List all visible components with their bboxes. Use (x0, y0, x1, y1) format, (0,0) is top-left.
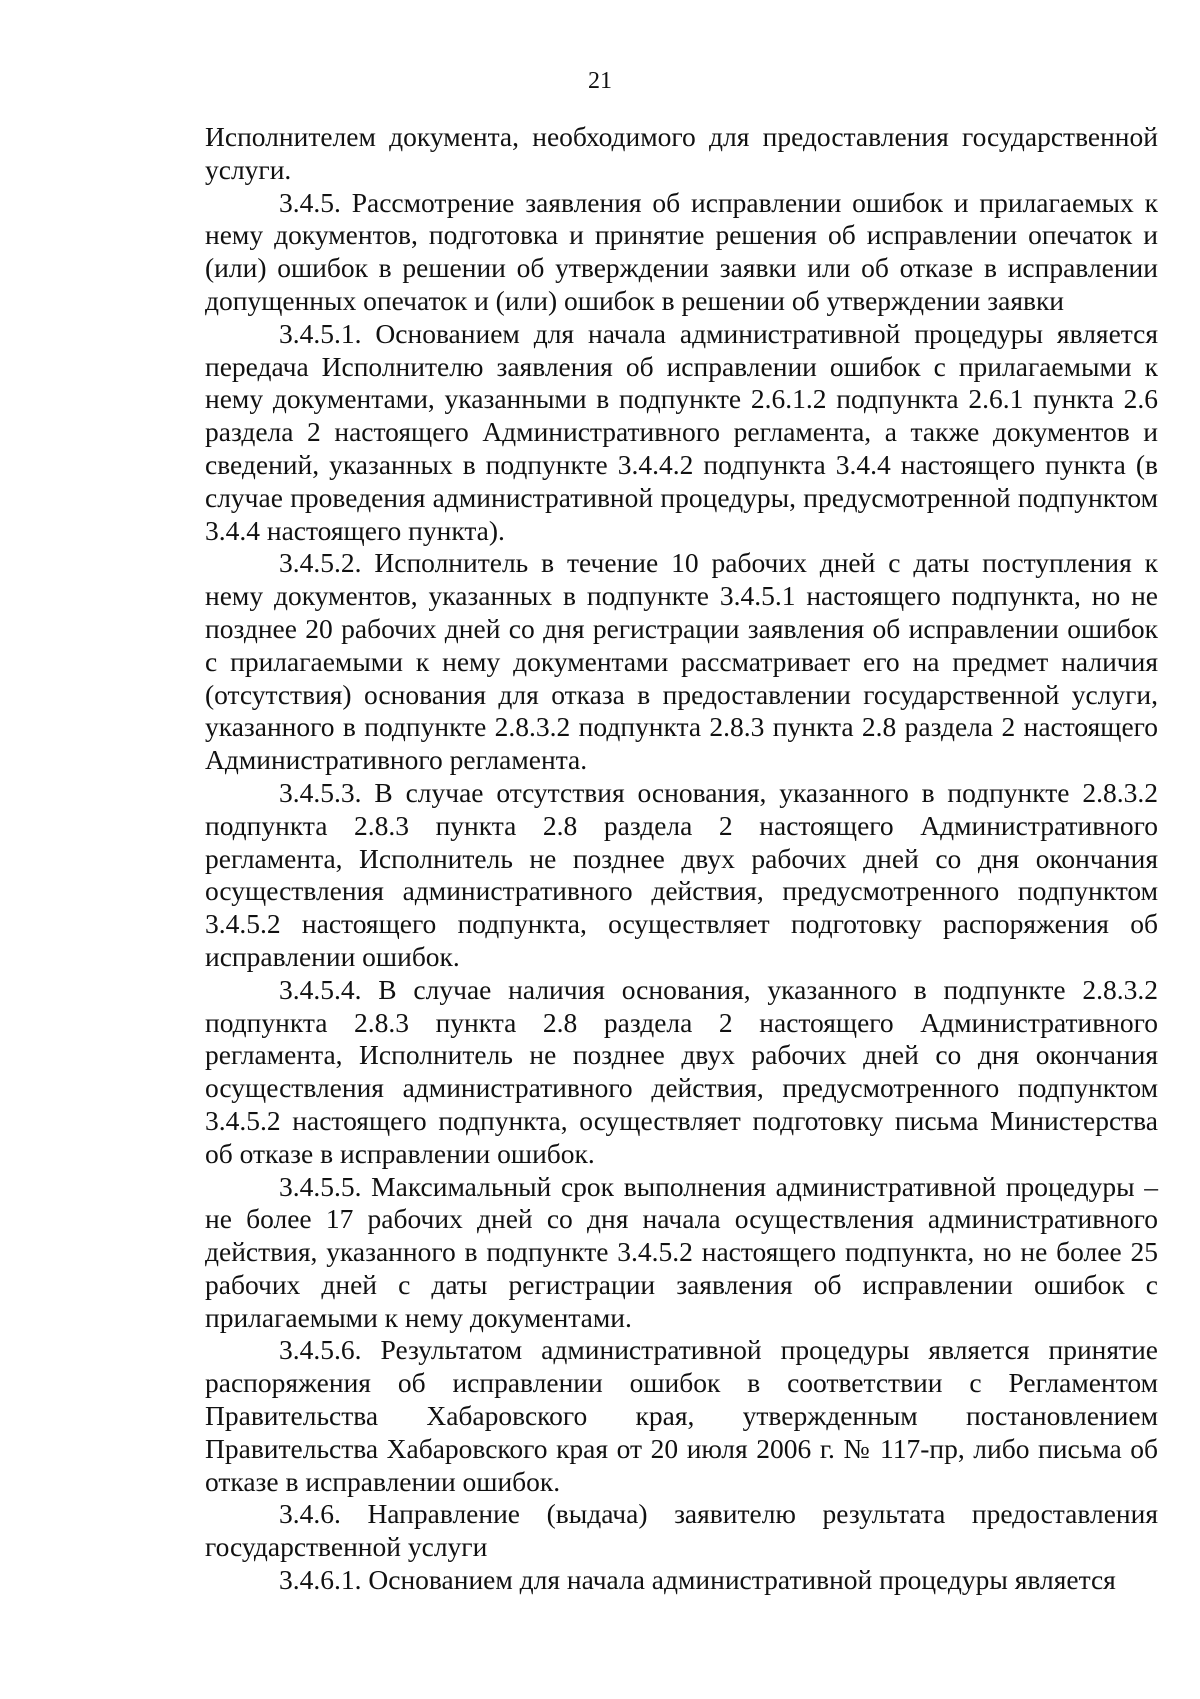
paragraph-3-4-6: 3.4.6. Направление (выдача) заявителю результата предоставления государственной услуги (205, 1498, 1158, 1563)
document-body (205, 121, 1158, 1597)
paragraph-3-4-5: 3.4.5. Рассмотрение заявления об исправлении ошибок и прилагаемых к нему документов, подготовка и принятие решения об исправлении опечаток и (или) ошибок в решении об утверждении заявки или об отказе в исправлении допущенных опечаток и (или) ошибок в решении об утверждении заявки (205, 186, 1158, 316)
paragraph-3-4-5-3: 3.4.5.3. В случае отсутствия основания, указанного в подпункте 2.8.3.2 подпункта 2.8.3 пункта 2.8 раздела 2 настоящего Административного регламента, Исполнитель не позднее двух рабочих дней со дня окончания осуществления административного действия, предусмотренного подпунктом 3.4.5.2 настоящего подпункта, осуществляет подготовку распоряжения об исправлении ошибок. (205, 776, 1158, 972)
paragraph-3-4-6-1: 3.4.6.1. Основанием для начала административной процедуры является (279, 1564, 1116, 1596)
paragraph-3-4-5-2: 3.4.5.2. Исполнитель в течение 10 рабочих дней с даты поступления к нему документов, указанных в подпункте 3.4.5.1 настоящего подпункта, но не позднее 20 рабочих дней со дня регистрации заявления об исправлении ошибок с прилагаемыми к нему документами рассматривает его на предмет наличия (отсутствия) основания для отказа в предоставлении государственной услуги, указанного в подпункте 2.8.3.2 подпункта 2.8.3 пункта 2.8 раздела 2 настоящего Административного регламента. (205, 547, 1158, 776)
page-number: 21 (588, 68, 612, 94)
paragraph-3-4-5-6: 3.4.5.6. Результатом административной процедуры является принятие распоряжения об исправлении ошибок в соответствии с Регламентом Правительства Хабаровского края, утвержденным постановлением Правительства Хабаровского края от 20 июля 2006 г. № 117-пр, либо письма об отказе в исправлении ошибок. (205, 1334, 1158, 1497)
paragraph-3-4-5-4: 3.4.5.4. В случае наличия основания, указанного в подпункте 2.8.3.2 подпункта 2.8.3 пункта 2.8 раздела 2 настоящего Административного регламента, Исполнитель не позднее двух рабочих дней со дня окончания осуществления административного действия, предусмотренного подпунктом 3.4.5.2 настоящего подпункта, осуществляет подготовку письма Министерства об отказе в исправлении ошибок. (205, 973, 1158, 1169)
paragraph-continuation: Исполнителем документа, необходимого для предоставления государственной услуги. (205, 121, 1158, 185)
paragraph-3-4-5-1: 3.4.5.1. Основанием для начала административной процедуры является передача Исполнителю заявления об исправлении ошибок с прилагаемыми к нему документами, указанными в подпункте 2.6.1.2 подпункта 2.6.1 пункта 2.6 раздела 2 настоящего Административного регламента, а также документов и сведений, указанных в подпункте 3.4.4.2 подпункта 3.4.4 настоящего пункта (в случае проведения административной процедуры, предусмотренной подпунктом 3.4.4 настоящего пункта). (205, 317, 1158, 546)
paragraph-3-4-5-5: 3.4.5.5. Максимальный срок выполнения административной процедуры – не более 17 рабочих дней со дня начала осуществления административного действия, указанного в подпункте 3.4.5.2 настоящего подпункта, но не более 25 рабочих дней с даты регистрации заявления об исправлении ошибок с прилагаемыми к нему документами. (205, 1170, 1158, 1333)
